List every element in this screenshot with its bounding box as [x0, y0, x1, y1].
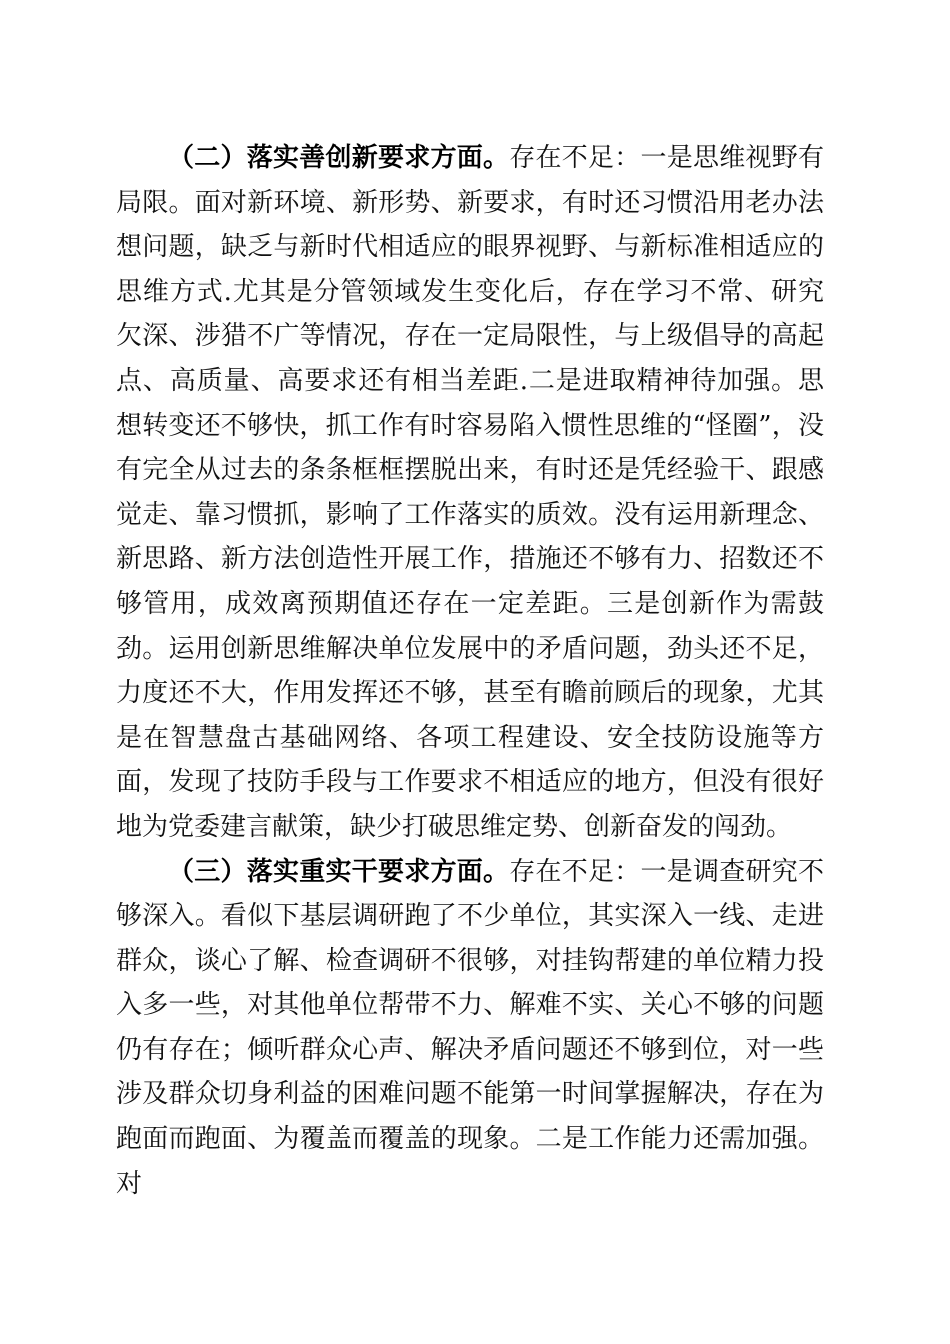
paragraph-text: 存在不足：一是调查研究不够深入。看似下基层调研跑了不少单位，其实深入一线、走进群众，谈心了解、检查调研不很够，对挂钩帮建的单位精力投入多一些，对其他单位帮带不力、解难不实、关心不够的问题仍有存在；倾听群众心声、解决矛盾问题还不够到位，对一些涉及群众切身利益的困难问题不能第一时间掌握解决，存在为跑面而跑面、为覆盖而覆盖的现象。二是工作能力还需加强。对: [116, 856, 824, 1199]
document-body: [116, 136, 824, 1206]
paragraph-heading: （二）落实善创新要求方面。: [168, 143, 510, 173]
paragraph-innovation: [116, 136, 824, 850]
paragraph-heading: （三）落实重实干要求方面。: [168, 856, 510, 887]
paragraph-text: 存在不足：一是思维视野有局限。面对新环境、新形势、新要求，有时还习惯沿用老办法想问题，缺乏与新时代相适应的眼界视野、与新标准相适应的思维方式.尤其是分管领域发生变化后，存在学习不常、研究欠深、涉猎不广等情况，存在一定局限性，与上级倡导的高起点、高质量、高要求还有相当差距.二是进取精神待加强。思想转变还不够快，抓工作有时容易陷入惯性思维的“怪圈”，没有完全从过去的条条框框摆脱出来，有时还是凭经验干、跟感觉走、靠习惯抓，影响了工作落实的质效。没有运用新理念、新思路、新方法创造性开展工作，措施还不够有力、招数还不够管用，成效离预期值还存在一定差距。三是创新作为需鼓劲。运用创新思维解决单位发展中的矛盾问题，劲头还不足，力度还不大，作用发挥还不够，甚至有瞻前顾后的现象，尤其是在智慧盘古基础网络、各项工程建设、安全技防设施等方面，发现了技防手段与工作要求不相适应的地方，但没有很好地为党委建言献策，缺少打破思维定势、创新奋发的闯劲。: [116, 143, 824, 842]
paragraph-practical-work: [116, 850, 824, 1207]
